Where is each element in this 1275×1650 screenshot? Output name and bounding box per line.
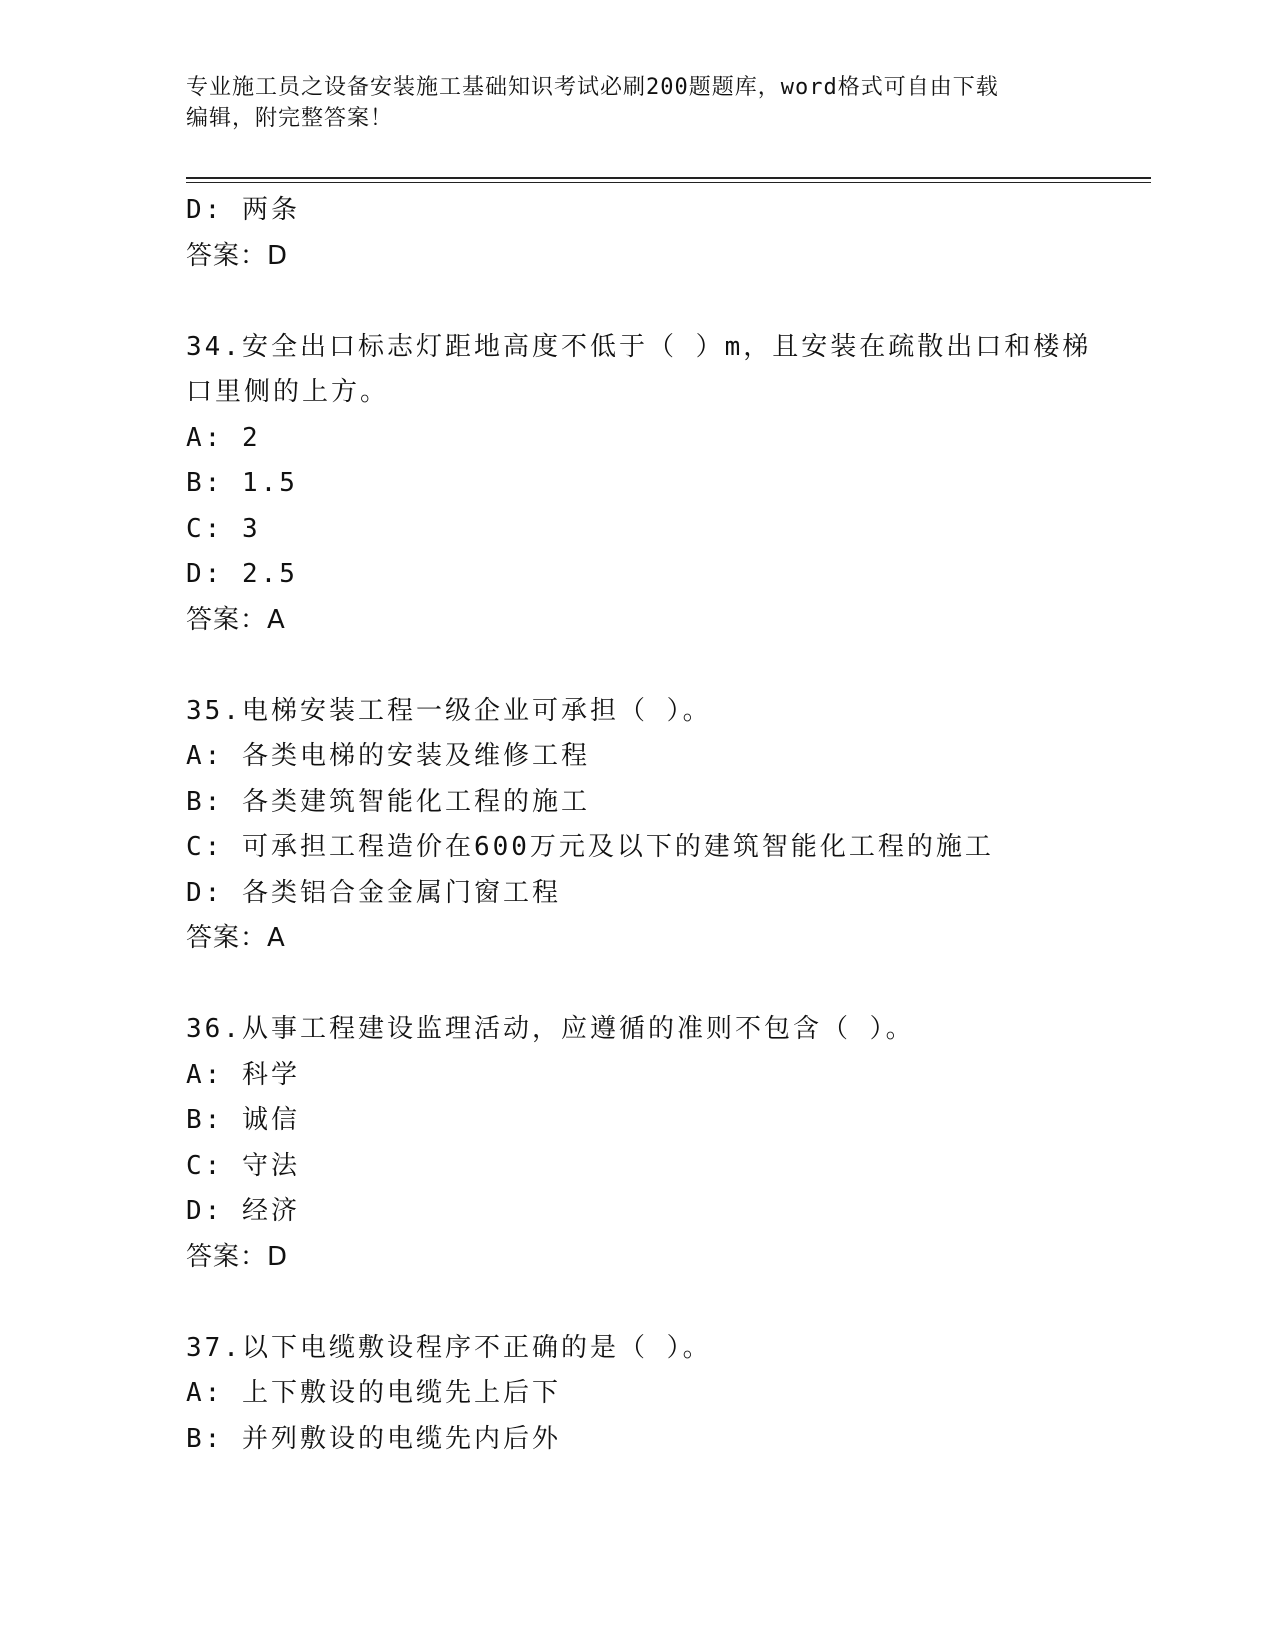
option-a: A: 上下敷设的电缆先上后下 <box>186 1378 561 1408</box>
question-stem: 36.从事工程建设监理活动，应遵循的准则不包含（ ）。 <box>186 1014 915 1044</box>
option-a: A: 2 <box>186 422 261 453</box>
spacer <box>186 962 1086 1008</box>
spacer <box>186 279 1086 325</box>
option-c: C: 守法 <box>186 1150 300 1181</box>
option-a: A: 各类电梯的安装及维修工程 <box>186 741 590 771</box>
answer-label: 答案：D <box>186 240 289 271</box>
option-b: B: 诚信 <box>186 1105 300 1135</box>
question-34 <box>186 325 1092 644</box>
option-d: D: 各类铝合金金属门窗工程 <box>186 877 561 908</box>
question-37 <box>186 1326 1086 1463</box>
header-divider-thin <box>186 182 1151 183</box>
question-stem: 37.以下电缆敷设程序不正确的是（ ）。 <box>186 1332 712 1363</box>
header-divider-thick <box>186 177 1151 179</box>
spacer <box>186 1280 1086 1326</box>
option-a: A: 科学 <box>186 1059 300 1090</box>
question-33-partial <box>186 188 1086 279</box>
question-stem: 35.电梯安装工程一级企业可承担（ ）。 <box>186 695 712 726</box>
option-c: C: 可承担工程造价在600万元及以下的建筑智能化工程的施工 <box>186 832 994 862</box>
question-stem-continued: 口里侧的上方。 <box>186 377 390 407</box>
option-c: C: 3 <box>186 513 261 544</box>
option-d: D: 2.5 <box>186 559 298 589</box>
question-list <box>186 188 1092 1462</box>
option-b: B: 并列敷设的电缆先内后外 <box>186 1423 561 1454</box>
header-line-2: 编辑，附完整答案！ <box>186 106 394 131</box>
answer-label: 答案：A <box>186 923 286 953</box>
header-line-1: 专业施工员之设备安装施工基础知识考试必刷200题题库，word格式可自由下载 <box>186 75 999 100</box>
option-b: B: 各类建筑智能化工程的施工 <box>186 786 590 817</box>
answer-label: 答案：D <box>186 1241 289 1272</box>
question-36 <box>186 1007 1086 1280</box>
question-stem: 34.安全出口标志灯距地高度不低于（ ）m，且安装在疏散出口和楼梯 <box>186 331 1092 362</box>
option-d: D: 经济 <box>186 1196 300 1226</box>
option-b: B: 1.5 <box>186 468 298 498</box>
document-header <box>186 72 1086 134</box>
question-35 <box>186 689 1086 962</box>
option-d: D: 两条 <box>186 195 300 225</box>
spacer <box>186 643 1086 689</box>
answer-label: 答案：A <box>186 604 286 635</box>
